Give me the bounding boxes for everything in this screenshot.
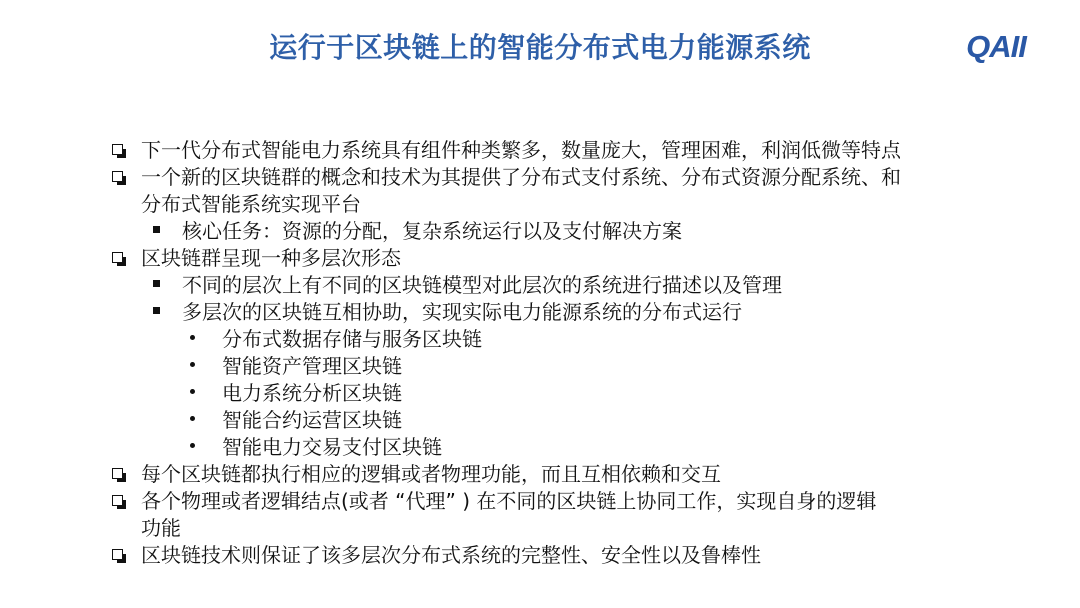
bullet-item-level-1 — [112, 191, 1032, 218]
square-bullet-icon — [153, 299, 160, 326]
checkbox-bullet-icon — [112, 164, 123, 191]
bullet-text: 各个物理或者逻辑结点(或者 “代理” ) 在不同的区块链上协同工作，实现自身的逻辑 — [141, 489, 877, 513]
bullet-text: 智能合约运营区块链 — [222, 408, 402, 432]
bullet-mark — [190, 416, 195, 421]
bullet-mark — [190, 362, 195, 367]
square-bullet-icon — [153, 218, 160, 245]
bullet-item-level-1 — [112, 515, 1032, 542]
bullet-item-level-3 — [112, 380, 1032, 407]
dot-bullet-icon — [190, 326, 195, 353]
bullet-mark — [153, 226, 160, 233]
bullet-item-level-3 — [112, 326, 1032, 353]
bullet-mark — [112, 495, 123, 506]
bullet-item-level-3 — [112, 353, 1032, 380]
bullet-text: 核心任务：资源的分配，复杂系统运行以及支付解决方案 — [182, 219, 682, 243]
checkbox-bullet-icon — [112, 461, 123, 488]
bullet-mark — [153, 280, 160, 287]
checkbox-bullet-icon — [112, 245, 123, 272]
bullet-item-level-2 — [112, 218, 1032, 245]
bullet-text: 区块链技术则保证了该多层次分布式系统的完整性、安全性以及鲁棒性 — [141, 543, 761, 567]
bullet-mark — [190, 335, 195, 340]
bullet-item-level-1 — [112, 164, 1032, 191]
bullet-mark — [112, 468, 123, 479]
checkbox-bullet-icon — [112, 488, 123, 515]
bullet-item-level-1 — [112, 245, 1032, 272]
bullet-mark — [112, 144, 123, 155]
bullet-text: 不同的层次上有不同的区块链模型对此层次的系统进行描述以及管理 — [182, 273, 782, 297]
bullet-list — [112, 137, 1032, 569]
checkbox-bullet-icon — [112, 542, 123, 569]
dot-bullet-icon — [190, 407, 195, 434]
bullet-text: 一个新的区块链群的概念和技术为其提供了分布式支付系统、分布式资源分配系统、和 — [141, 165, 901, 189]
bullet-mark — [112, 252, 123, 263]
bullet-text: 区块链群呈现一种多层次形态 — [141, 246, 401, 270]
square-bullet-icon — [153, 272, 160, 299]
bullet-text: 分布式数据存储与服务区块链 — [222, 327, 482, 351]
bullet-item-level-3 — [112, 434, 1032, 461]
bullet-mark — [190, 443, 195, 448]
bullet-item-level-1 — [112, 542, 1032, 569]
bullet-text: 下一代分布式智能电力系统具有组件种类繁多，数量庞大，管理困难，利润低微等特点 — [141, 138, 901, 162]
bullet-text: 分布式智能系统实现平台 — [141, 192, 361, 216]
bullet-item-level-3 — [112, 407, 1032, 434]
dot-bullet-icon — [190, 434, 195, 461]
bullet-mark — [112, 171, 123, 182]
slide-title: 运行于区块链上的智能分布式电力能源系统 — [269, 31, 811, 64]
dot-bullet-icon — [190, 380, 195, 407]
bullet-text: 每个区块链都执行相应的逻辑或者物理功能，而且互相依赖和交互 — [141, 462, 721, 486]
bullet-text: 电力系统分析区块链 — [222, 381, 402, 405]
qaii-logo-mark — [943, 29, 1049, 63]
bullet-text: 智能资产管理区块链 — [222, 354, 402, 378]
bullet-mark — [190, 389, 195, 394]
bullet-item-level-1 — [112, 461, 1032, 488]
checkbox-bullet-icon — [112, 137, 123, 164]
bullet-item-level-1 — [112, 488, 1032, 515]
bullet-item-level-1 — [112, 137, 1032, 164]
bullet-item-level-2 — [112, 272, 1032, 299]
bullet-item-level-2 — [112, 299, 1032, 326]
dot-bullet-icon — [190, 353, 195, 380]
bullet-text: 智能电力交易支付区块链 — [222, 435, 442, 459]
bullet-mark — [153, 307, 160, 314]
bullet-mark — [112, 549, 123, 560]
qaii-logo-text: QAII — [966, 29, 1026, 63]
bullet-text: 多层次的区块链互相协助，实现实际电力能源系统的分布式运行 — [182, 300, 742, 324]
qaii-logo — [943, 29, 1049, 63]
bullet-text: 功能 — [141, 516, 181, 540]
